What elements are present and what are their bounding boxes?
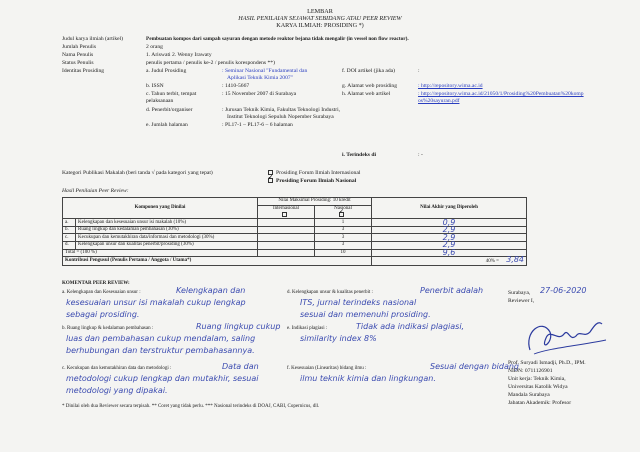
category-option-international-label: Prosiding Forum Ilmiah Internasional: [276, 170, 361, 176]
signature-date-label: Surabaya,: [508, 290, 531, 296]
reviewer-jabatan: Jabatan Akademik: Profesor: [508, 400, 572, 406]
comment-f-label: f. Kesesuaian (Linearitas) bidang ilmu :: [287, 366, 367, 371]
comment-d-text1: Penerbit adalah: [420, 286, 484, 295]
table-row: [63, 234, 527, 242]
doc-title-line2: HASIL PENILAIAN SEJAWAT SEBIDANG ATAU PEER REVIEW: [238, 15, 402, 22]
row-no: a.: [63, 219, 76, 227]
natl-header: [315, 205, 372, 219]
b-value: : 1410-5667: [222, 83, 250, 89]
row-natl: 1: [315, 219, 372, 227]
c-label: c. Tahun terbit, tempat pelaksanaan: [146, 91, 197, 104]
comment-b-text1: Ruang lingkup cukup: [196, 322, 281, 331]
reviewer-nidn: NIDN: 0711126901: [508, 368, 553, 374]
handwritten-signature: [520, 312, 612, 362]
comment-a-label: a. Kelengkapan dan Kesesuaian unsur :: [62, 290, 141, 295]
comment-a-text1: Kelengkapan dan: [176, 286, 246, 295]
comment-c-text3: metodologi yang dipakai.: [66, 386, 168, 395]
category-option-national-label: Prosiding Forum Ilmiah Nasional: [276, 178, 357, 184]
signature-date-value: 27-06-2020: [540, 286, 587, 295]
d-value: : Jurusan Teknik Kimia, Fakultas Teknologi Industri,: [222, 107, 341, 113]
row-no: d.: [63, 242, 76, 250]
category-label: Kategori Publikasi Makalah (beri tanda √ pada kategori yang tepat): [62, 170, 213, 176]
row-no: b.: [63, 226, 76, 234]
h-label: h. Alamat web artikel: [342, 91, 391, 97]
row-score: 2,9: [372, 242, 527, 250]
b-label: b. ISSN: [146, 83, 164, 89]
comment-b-label: b. Ruang lingkup & kedalaman pembahasan :: [62, 326, 154, 331]
intl-header: [258, 205, 315, 219]
reviewer-unit3: Mandala Surabaya: [508, 392, 550, 398]
kontribusi-row: [63, 257, 527, 266]
kontribusi-label: Kontribusi Pengusul (Penulis Pertama / Anggota / Utama*): [63, 257, 372, 266]
c-value: : 15 November 2007 di Surabaya: [222, 91, 297, 97]
row-label: Kelengkapan dan kesesuaian unsur isi makalah (10%): [76, 219, 258, 227]
row-label: Ruang lingkup dan kedalaman pembahasan (30%): [76, 226, 258, 234]
identitas-label: Identitas Prosiding: [62, 68, 105, 74]
g-label: g. Alamat web prosiding: [342, 83, 397, 89]
comment-a-text3: sebagai prosiding.: [66, 310, 140, 319]
judul-label: Judul karya ilmiah (artikel): [62, 36, 124, 42]
e-label: e. Jumlah halaman: [146, 122, 188, 128]
a-label: a. Judul Prosiding: [146, 68, 187, 74]
review-title: Hasil Penilaian Peer Review:: [62, 188, 129, 194]
row-label: Kelengkapan unsur dan kualitas penerbit/prosiding (30%): [76, 242, 258, 250]
f-label: f. DOI artikel (jika ada): [342, 68, 395, 74]
comment-c-text1: Data dan: [222, 362, 259, 371]
doc-title-line1: LEMBAR: [307, 8, 333, 15]
d-label: d. Penerbit/organiser: [146, 107, 193, 113]
reviewer-name: Prof. Suryadi Ismadji, Ph.D., IPM.: [508, 360, 586, 366]
comment-a-text2: kesesuaian unsur isi makalah cukup lengkap: [66, 298, 246, 307]
intl-header-text: Internasional: [272, 205, 300, 211]
a-value: : Seminar Nasional "Fundamental dan: [222, 68, 308, 74]
kontribusi-cell: [372, 257, 527, 266]
kontribusi-pct: 40% =: [485, 259, 499, 265]
nama-value: 1. Ariswati 2. Wenny Irawaty: [146, 52, 212, 58]
i-value: : -: [418, 152, 423, 158]
comment-d-label: d. Kelengkapan unsur & kualitas penerbit :: [287, 290, 373, 295]
comment-d-text3: sesuai dan memenuhi prosiding.: [300, 310, 431, 319]
row-score: 0,9: [372, 219, 527, 227]
row-natl: 3: [315, 242, 372, 250]
comment-b-text2: luas dan pembahasan cukup mendalam, saling: [66, 334, 256, 343]
row-score: 2,9: [372, 234, 527, 242]
comments-title: KOMENTAR PEER REVIEW:: [62, 281, 130, 286]
nama-label: Nama Penulis: [62, 52, 94, 58]
comment-c-text2: metodologi cukup lengkap dan mutakhir, sesuai: [66, 374, 259, 383]
d-value2: Institut Teknologi Sepuluh Nopember Surabaya: [227, 114, 334, 120]
doc-title-line3: KARYA ILMIAH: PROSIDING *): [276, 22, 364, 29]
reviewer-unit1: Unit kerja: Teknik Kimia,: [508, 376, 566, 382]
comment-d-text2: ITS, jurnal terindeks nasional: [300, 298, 417, 307]
h-value[interactable]: : http://repository.wima.ac.id/21050/1/Prosiding%20Pembuatan%20kompos%20sayuran.pdf: [418, 91, 584, 104]
final-header: Nilai Akhir yang Diperoleh: [372, 198, 527, 219]
comment-e-text1: Tidak ada indikasi plagiasi,: [356, 322, 465, 331]
status-value: penulis pertama / penulis ke-2 / penulis korespondens **): [146, 60, 275, 66]
national-checkbox[interactable]: [268, 178, 273, 183]
score-table: [62, 197, 527, 266]
row-natl: 3: [315, 226, 372, 234]
category-option-international[interactable]: [268, 170, 360, 177]
comment-f-text2: ilmu teknik kimia dan lingkungan.: [300, 374, 436, 383]
comment-f-text1: Sesuai dengan bidang: [430, 362, 519, 371]
jumlah-value: 2 orang: [146, 44, 163, 50]
total-label: Total = (100 %): [63, 249, 258, 257]
jumlah-label: Jumlah Penulis: [62, 44, 97, 50]
max-header: Nilai Maksimal Prosiding: 10 kredit: [258, 198, 372, 206]
total-natl: 10: [315, 249, 372, 257]
row-score: 2,9: [372, 226, 527, 234]
row-natl: 3: [315, 234, 372, 242]
category-option-national[interactable]: [268, 178, 356, 185]
comment-c-label: c. Kecukupan dan kemutakhiran data dan metodologi :: [62, 366, 172, 371]
kontribusi-score: 3,84: [506, 255, 524, 265]
reviewer-unit2: Universitas Katolik Widya: [508, 384, 568, 390]
row-no: c.: [63, 234, 76, 242]
status-label: Status Penulis: [62, 60, 94, 66]
table-row: [63, 226, 527, 234]
comment-e-text2: similarity index 8%: [300, 334, 377, 343]
g-value[interactable]: : http://repository.wima.ac.id: [418, 83, 483, 89]
table-row: [63, 219, 527, 227]
row-label: Kecukupan dan kemutakhiran data/informasi dan metodologi (30%): [76, 234, 258, 242]
intl-checkbox[interactable]: [282, 212, 287, 217]
reviewer-label: Reviewer I,: [508, 298, 535, 304]
natl-checkbox[interactable]: [339, 212, 344, 217]
natl-header-text: Nasional: [334, 205, 352, 211]
comment-b-text3: berhubungan dan terstruktur pembahasannya.: [66, 346, 255, 355]
table-row: [63, 242, 527, 250]
i-label: i. Terindeks di: [342, 152, 377, 158]
f-value: :: [418, 68, 420, 74]
total-score: 9,6: [372, 249, 527, 257]
comment-e-label: e. Indikasi plagiasi :: [287, 326, 328, 331]
footnote: * Dinilai oleh dua Reviewer secara terpisah. ** Coret yang tidak perlu. *** Nasional terindeks di DOAJ, CABI, Copernicus, dll.: [62, 404, 320, 409]
total-row: [63, 249, 527, 257]
judul-value: Pembuatan kompos dari sampah sayuran dengan metode reaktor bejana tidak mengalir (in vessel non flow reactor).: [146, 36, 409, 42]
a-value2: Aplikasi Teknik Kimia 2007": [227, 75, 293, 81]
e-value: : PL17-1 – PL17-6 – 6 halaman: [222, 122, 293, 128]
component-header: Komponen yang Dinilai: [63, 198, 258, 219]
